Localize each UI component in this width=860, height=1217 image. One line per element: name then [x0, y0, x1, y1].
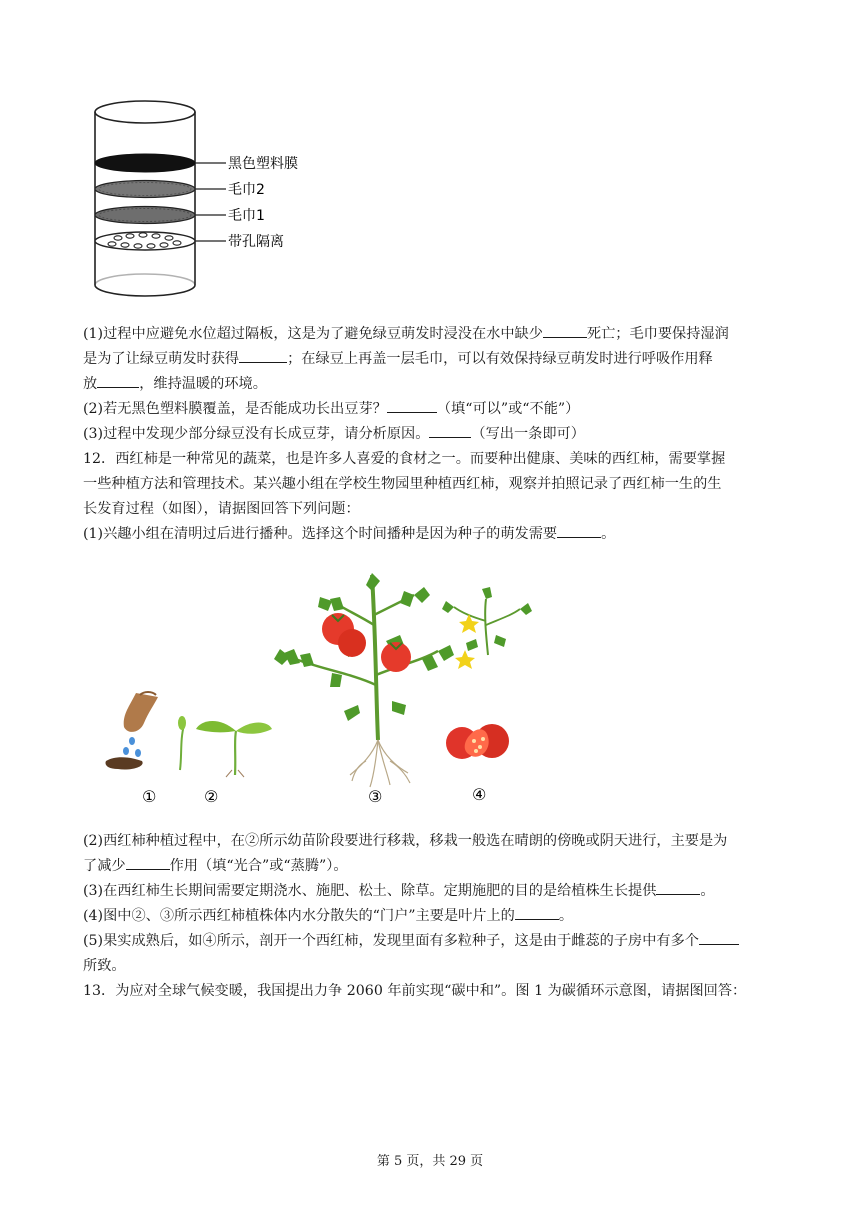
label-towel-2: 毛巾2 — [228, 182, 265, 198]
perforated-divider-layer — [95, 232, 195, 250]
q11-p1-text-b: 死亡；毛巾要保持湿润 — [586, 326, 729, 342]
q12-p5-text-b: 所致。 — [83, 958, 126, 974]
q11-p1-text-c: 是为了让绿豆萌发时获得 — [83, 351, 240, 367]
answer-blank[interactable] — [429, 422, 471, 438]
towel-2-layer — [95, 181, 195, 198]
tomato-flower-illustration — [442, 587, 532, 669]
tomato-fruit-cut-illustration — [446, 724, 509, 759]
q11-part1-line3 — [83, 372, 783, 397]
q12-part5-line2 — [83, 954, 783, 979]
q12-p4-text: (4)图中②、③所示西红柿植株体内水分散失的“门户”主要是叶片上的 — [83, 908, 515, 924]
q13-intro-text: 13．为应对全球气候变暖，我国提出力争 2060 年前实现“碳中和”。图 1 为碳循环示意图，请据图回答： — [83, 983, 747, 999]
q11-p1-text-e: 放 — [83, 376, 98, 392]
q12-intro-line3 — [83, 497, 783, 522]
q11-part1-line1 — [83, 322, 783, 347]
q12-intro-text-3: 长发育过程（如图），请据图回答下列问题： — [83, 501, 360, 517]
q13-intro — [83, 979, 783, 1004]
q12-part3 — [83, 879, 783, 904]
q12-p3-text: (3)在西红柿生长期间需要定期浇水、施肥、松土、除草。定期施肥的目的是给植株生长提供 — [83, 883, 657, 899]
q12-part2-line2 — [83, 854, 783, 879]
q11-p3-hint: （写出一条即可） — [471, 426, 585, 442]
q11-part1-line2 — [83, 347, 783, 372]
seedling-illustration — [178, 716, 272, 777]
question-12-parts — [83, 829, 783, 1004]
q12-part5-line1 — [83, 929, 783, 954]
question-11-parts — [83, 322, 783, 547]
q11-p3-text: (3)过程中发现少部分绿豆没有长成豆芽，请分析原因。 — [83, 426, 430, 442]
q12-intro-line1 — [83, 447, 783, 472]
sprouting-cylinder-figure — [88, 92, 318, 312]
answer-blank[interactable] — [97, 372, 139, 388]
root-system — [350, 740, 410, 787]
q12-p2-text-a: (2)西红柿种植过程中，在②所示幼苗阶段要进行移栽，移栽一般选在晴朗的傍晚或阴天进行，主要是为 — [83, 833, 728, 849]
answer-blank[interactable] — [239, 347, 287, 363]
answer-blank[interactable] — [126, 854, 170, 870]
q12-p2-hint: 作用（填“光合”或“蒸腾”）。 — [169, 858, 348, 874]
q11-p1-text-f: ，维持温暖的环境。 — [139, 376, 267, 392]
label-towel-1: 毛巾1 — [228, 208, 265, 224]
q11-p1-text-d: ；在绿豆上再盖一层毛巾，可以有效保持绿豆萌发时进行呼吸作用释 — [287, 351, 713, 367]
q12-p2-text-b: 了减少 — [83, 858, 126, 874]
q12-intro-text-2: 一些种植方法和管理技术。某兴趣小组在学校生物园里种植西红柿，观察并拍照记录了西红柿一生的生 — [83, 476, 722, 492]
label-black-plastic-film: 黑色塑料膜 — [228, 156, 298, 172]
label-perforated-divider: 带孔隔离 — [228, 234, 284, 250]
q12-part2-line1 — [83, 829, 783, 854]
q12-p1-text: (1)兴趣小组在清明过后进行播种。选择这个时间播种是因为种子的萌发需要 — [83, 526, 558, 542]
sowing-hand-illustration — [106, 692, 159, 770]
answer-blank[interactable] — [387, 397, 437, 413]
label-leader-lines — [195, 163, 226, 241]
q12-p3-end: 。 — [700, 883, 715, 899]
q11-part3 — [83, 422, 783, 447]
q11-part2 — [83, 397, 783, 422]
q11-p1-text-a: (1)过程中应避免水位超过隔板，这是为了避免绿豆萌发时浸没在水中缺少 — [83, 326, 543, 342]
tomato-plant-illustration — [274, 573, 454, 787]
q12-p4-end: 。 — [558, 908, 574, 924]
answer-blank[interactable] — [656, 879, 700, 895]
towel-1-layer — [95, 207, 195, 224]
tomato-lifecycle-figure — [100, 565, 540, 810]
page-footer: 第 5 页，共 29 页 — [376, 1154, 484, 1169]
cylinder-drawing — [95, 101, 195, 296]
q12-part4 — [83, 904, 783, 929]
q11-p2-hint: （填“可以”或“不能”） — [436, 401, 580, 417]
q12-p1-end: 。 — [601, 526, 616, 542]
answer-blank[interactable] — [515, 904, 559, 920]
stage-label-3: ③ — [368, 787, 383, 806]
answer-blank[interactable] — [543, 322, 587, 338]
q12-intro-line2 — [83, 472, 783, 497]
answer-blank[interactable] — [557, 522, 601, 538]
stage-label-4: ④ — [472, 785, 487, 804]
q12-p5-text-a: (5)果实成熟后，如④所示，剖开一个西红柿，发现里面有多粒种子，这是由于雌蕊的子房中有多个 — [83, 933, 699, 949]
q12-intro-text-1: 12．西红柿是一种常见的蔬菜，也是许多人喜爱的食材之一。而要种出健康、美味的西红柿，需要掌握 — [83, 451, 726, 467]
black-plastic-film-layer — [95, 154, 195, 172]
answer-blank[interactable] — [699, 929, 739, 945]
q11-p2-text: (2)若无黑色塑料膜覆盖，是否能成功长出豆芽？ — [83, 401, 387, 417]
q12-part1 — [83, 522, 783, 547]
stage-label-2: ② — [204, 787, 219, 806]
stage-label-1: ① — [142, 787, 157, 806]
